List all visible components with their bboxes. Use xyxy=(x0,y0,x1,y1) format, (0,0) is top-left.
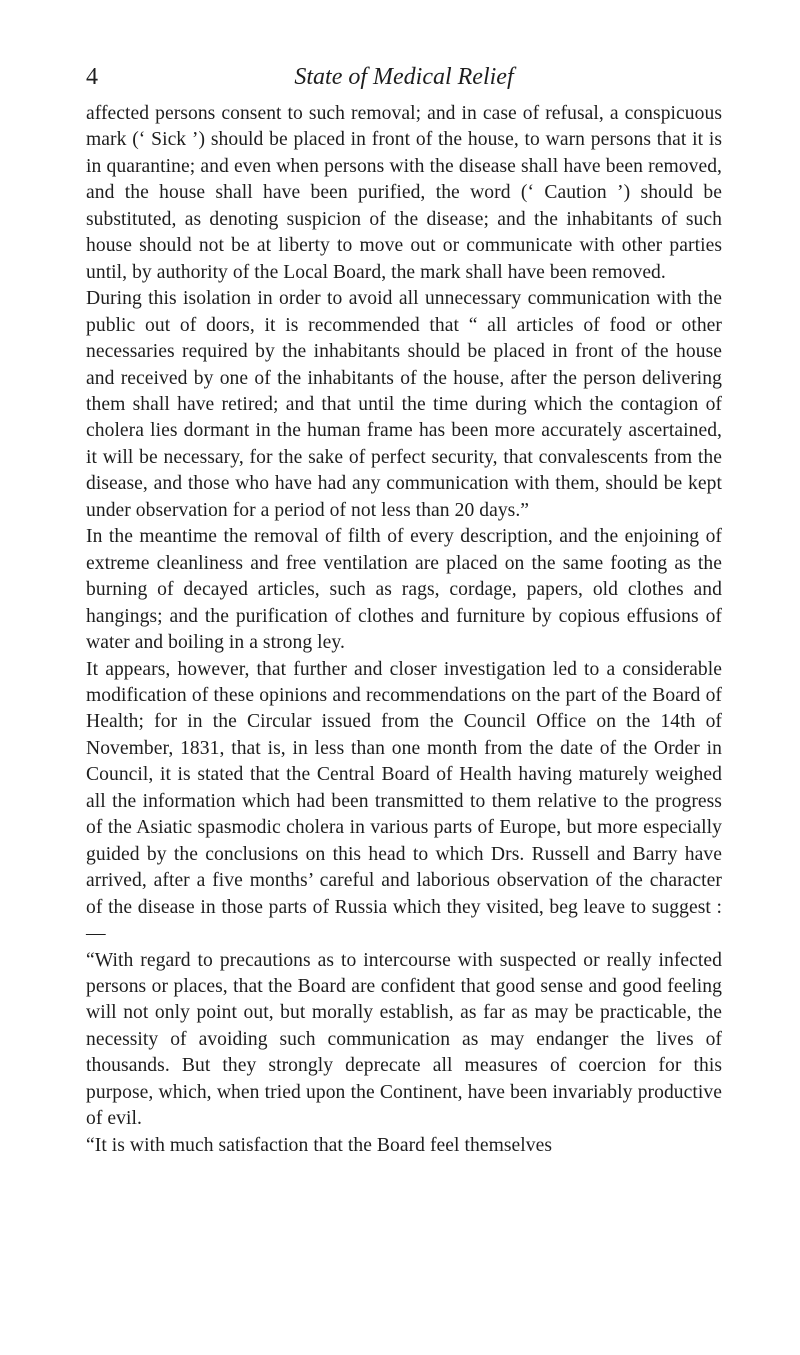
running-title: State of Medical Relief xyxy=(294,64,514,90)
paragraph: It appears, however, that further and closer investigation led to a considerable modification of these opinions and recommendations on the part of the Board of Health; for in the Circular issued from the Council Office on the 14th of November, 1831, that is, in less than one month from the date of the Order in Council, it is stated that the Central Board of Health having maturely weighed all the information which had been transmitted to them relative to the progress of the Asiatic spasmodic cholera in various parts of Europe, but more especially guided by the conclusions on this head to which Drs. Russell and Barry have arrived, after a five months’ careful and laborious observation of the character of the disease in those parts of Russia which they visited, beg leave to suggest :— xyxy=(86,658,722,945)
paragraph: In the meantime the removal of filth of every description, and the enjoining of extreme cleanliness and free ventilation are placed on the same footing as the burning of decayed articles, such as rags, cordage, papers, old clothes and hangings; and the purification of clothes and furniture by copious effusions of water and boiling in a strong ley. xyxy=(86,526,722,654)
paragraph: During this isolation in order to avoid all unnecessary communication with the public out of doors, it is recommended that “ all articles of food or other necessaries required by the inhabitants should be placed in front of the house and received by one of the inhabitants of the house, after the person delivering them shall have retired; and that until the time during which the contagion of cholera lies dormant in the human frame has been more accurately ascertained, it will be necessary, for the sake of perfect security, that convalescents from the disease, and those who have had any communication with them, should be kept under observation for a period of not less than 20 days.” xyxy=(86,288,722,521)
body-text xyxy=(86,101,722,1159)
paragraph: “With regard to precautions as to intercourse with suspected or really infected persons or places, that the Board are confident that good sense and good feeling will not only point out, but morally establish, as far as may be practicable, the necessity of avoiding such communication as may endanger the lives of thousands. But they strongly deprecate all measures of coercion for this purpose, which, when tried upon the Continent, have been invariably productive of evil. xyxy=(86,949,722,1130)
page-number: 4 xyxy=(86,64,98,90)
paragraph: affected persons consent to such removal; and in case of refusal, a conspicuous mark (‘ Sick ’) should be placed in front of the house, to warn persons that it is in quarantine; and even when persons with the disease shall have been removed, and the house shall have been purified, the word (‘ Caution ’) should be substituted, as denoting suspicion of the disease; and the inhabitants of such house should not be at liberty to move out or communicate with other parties until, by authority of the Local Board, the mark shall have been removed. xyxy=(86,103,722,283)
paragraph: “It is with much satisfaction that the Board feel themselves xyxy=(86,1134,553,1156)
page-header xyxy=(86,62,722,92)
